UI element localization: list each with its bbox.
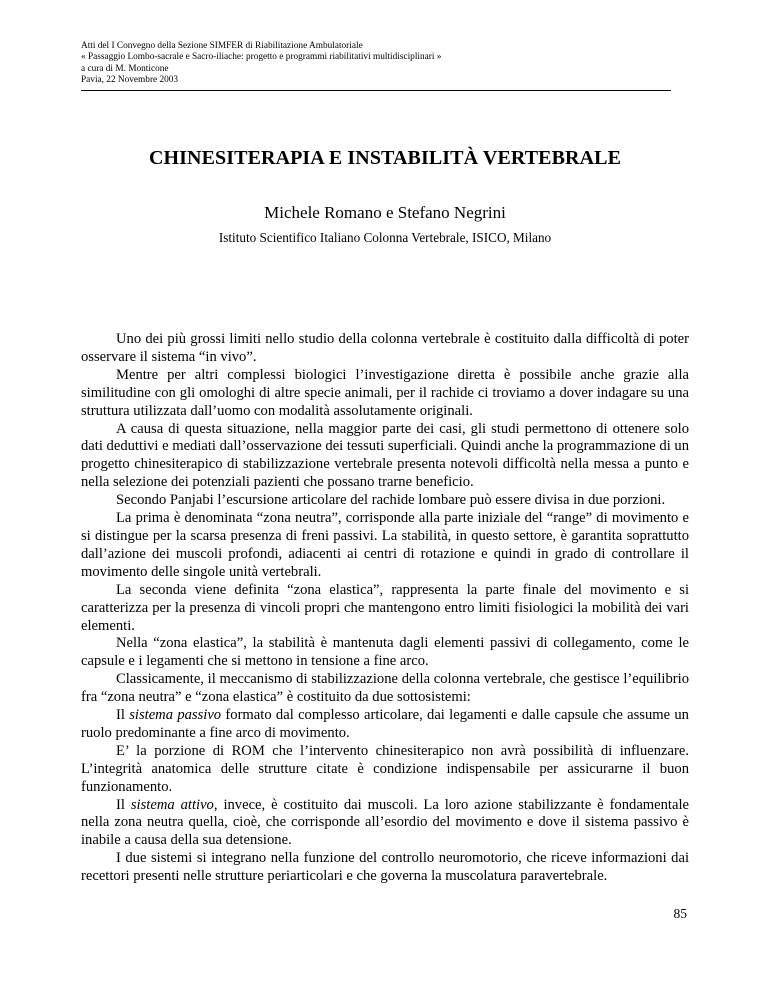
- paper-body: [81, 331, 689, 886]
- header-divider: [81, 90, 671, 91]
- body-paragraph: Secondo Panjabi l’escursione articolare del rachide lombare può essere divisa in due porzioni.: [116, 492, 666, 509]
- header-line: Atti del I Convegno della Sezione SIMFER di Riabilitazione Ambulatoriale: [81, 41, 363, 51]
- body-paragraph: Mentre per altri complessi biologici l’investigazione diretta è possibile anche grazie alla similitudine con gli omologhi di altre specie animali, per il rachide ci troviamo a dover indagare su una struttura utilizzata dall’uomo con modalità assolutamente originali.: [81, 366, 689, 419]
- body-paragraph: Nella “zona elastica”, la stabilità è mantenuta dagli elementi passivi di collegamento, come le capsule e i legamenti che si mettono in tensione a fine arco.: [81, 635, 689, 670]
- body-paragraph: Classicamente, il meccanismo di stabilizzazione della colonna vertebrale, che gestisce l’equilibrio fra “zona neutra” e “zona elastica” è costituito da due sottosistemi:: [81, 671, 689, 706]
- paragraph-rest: formato dal complesso articolare, dai legamenti e dalle capsule che assume un ruolo predominante a fine arco di movimento.: [81, 707, 689, 741]
- paper-affiliation: Istituto Scientifico Italiano Colonna Vertebrale, ISICO, Milano: [218, 230, 552, 245]
- emphasis-term: sistema attivo: [130, 796, 214, 813]
- proceedings-header: [81, 41, 671, 86]
- body-paragraph: La seconda viene definita “zona elastica”, rappresenta la parte finale del movimento e si caratterizza per la presenza di vincoli propri che mantengono entro limiti fisiologici la mobilità dei vari elementi.: [81, 581, 689, 634]
- paper-authors: Michele Romano e Stefano Negrini: [264, 203, 506, 222]
- header-line: « Passaggio Lombo-sacrale e Sacro-iliache: progetto e programmi riabilitativi multidisciplinari »: [81, 52, 442, 63]
- page-number: 85: [673, 906, 687, 921]
- body-paragraph: E’ la porzione di ROM che l’intervento chinesiterapico non avrà possibilità di influenzare. L’integrità anatomica delle strutture citate è condizione indispensabile per assicurarne il buon funzionamento.: [81, 742, 689, 795]
- body-paragraph: Uno dei più grossi limiti nello studio della colonna vertebrale è costituito dalla difficoltà di poter osservare il sistema “in vivo”.: [81, 331, 689, 365]
- paragraph-lead: Il: [116, 707, 130, 724]
- body-paragraph: [81, 797, 689, 851]
- header-line: Pavia, 22 Novembre 2003: [81, 74, 179, 85]
- emphasis-term: sistema passivo: [129, 707, 222, 724]
- body-paragraph: I due sistemi si integrano nella funzione del controllo neuromotorio, che riceve informazioni dai recettori presenti nelle strutture periarticolari e che governa la muscolatura paravertebrale.: [81, 850, 689, 885]
- body-paragraph: La prima è denominata “zona neutra”, corrisponde alla parte iniziale del “range” di movimento e si distingue per la scarsa presenza di freni passivi. La stabilità, in questo settore, è garantita soprattutto dall’azione dei muscoli profondi, adiacenti ai centri di rotazione e quindi in grado di controllare il movimento delle singole unità vertebrali.: [81, 510, 689, 580]
- header-line: a cura di M. Monticone: [81, 63, 169, 74]
- paragraph-lead: Il: [116, 796, 131, 813]
- body-paragraph: A causa di questa situazione, nella maggior parte dei casi, gli studi permettono di ottenere solo dati deduttivi e mediati dall’osservazione dei tessuti superficiali. Quindi anche la programmazione di un progetto chinesiterapico di stabilizzazione vertebrale presenta notevoli difficoltà nella messa a punto e nella selezione dei potenziali pazienti che possano trarne beneficio.: [81, 420, 689, 491]
- paper-title: CHINESITERAPIA E INSTABILITÀ VERTEBRALE: [148, 147, 622, 169]
- body-paragraph: [81, 707, 689, 743]
- paragraph-rest: , invece, è costituito dai muscoli. La loro azione stabilizzante è fondamentale nella zona neutra quella, cioè, che corrisponde all’esordio del movimento e dove il sistema passivo è inabile a causa della sua detensione.: [81, 796, 689, 849]
